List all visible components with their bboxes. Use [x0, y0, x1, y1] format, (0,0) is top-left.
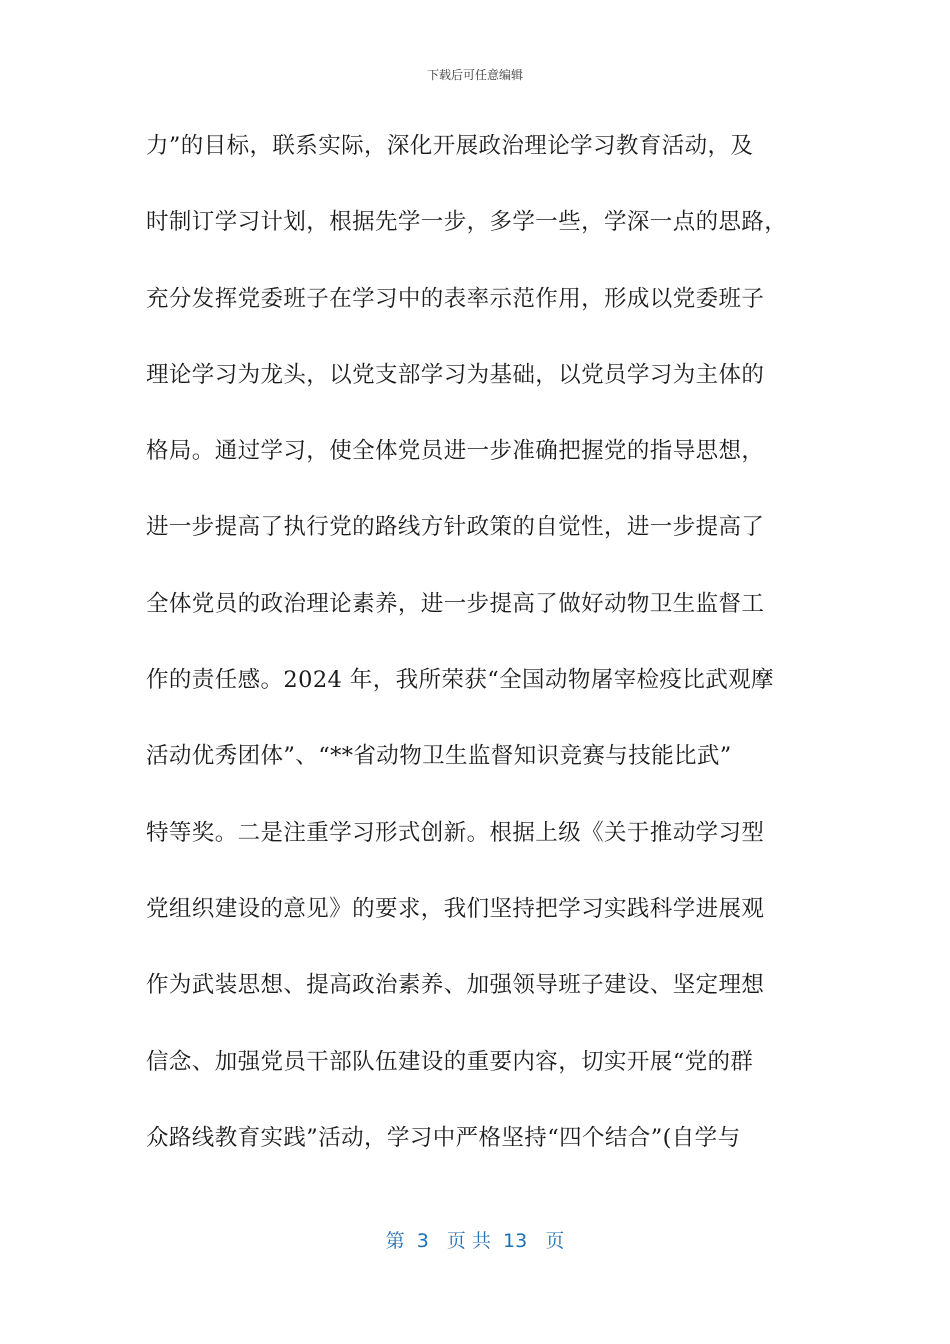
body-line: 众路线教育实践”活动，学习中严格坚持“四个结合”(自学与 [146, 1124, 741, 1151]
body-line: 进一步提高了执行党的路线方针政策的自觉性，进一步提高了 [146, 514, 765, 541]
body-line: 格局。通过学习，使全体党员进一步准确把握党的指导思想， [146, 438, 765, 465]
body-line: 理论学习为龙头，以党支部学习为基础，以党员学习为主体的 [146, 361, 765, 388]
body-line: 力”的目标，联系实际，深化开展政治理论学习教育活动，及 [146, 133, 754, 159]
page-header: 下载后可任意编辑 [426, 68, 523, 82]
body-line: 特等奖。二是注重学习形式创新。根据上级《关于推动学习型 [146, 819, 765, 846]
body-line: 作为武装思想、提高政治素养、加强领导班子建设、坚定理想 [146, 972, 765, 999]
body-line: 党组织建设的意见》的要求，我们坚持把学习实践科学进展观 [146, 895, 765, 922]
body-line: 时制订学习计划，根据先学一步，多学一些，学深一点的思路， [146, 209, 788, 236]
page-number-footer: 第 3 页 共 13 页 [385, 1230, 565, 1252]
body-line: 活动优秀团体”、“**省动物卫生监督知识竞赛与技能比武” [146, 743, 732, 770]
body-line: 充分发挥党委班子在学习中的表率示范作用，形成以党委班子 [146, 285, 765, 312]
body-line: 全体党员的政治理论素养，进一步提高了做好动物卫生监督工 [146, 590, 765, 617]
body-line: 信念、加强党员干部队伍建设的重要内容，切实开展“党的群 [146, 1048, 754, 1075]
document-body [146, 124, 816, 1192]
body-line: 作的责任感。2024 年，我所荣获“全国动物屠宰检疫比武观摩 [146, 667, 774, 694]
